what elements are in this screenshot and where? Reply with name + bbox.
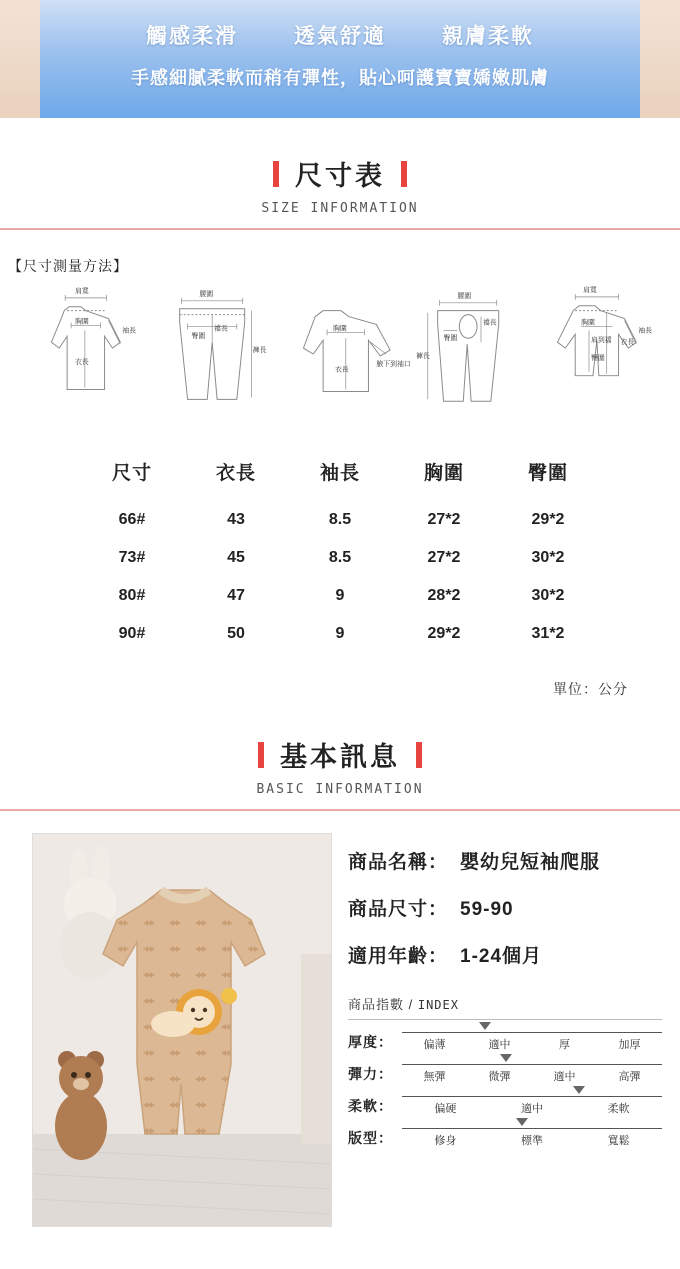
index-axis-line [402, 1064, 662, 1065]
basic-title-zh-wrap [258, 735, 422, 774]
table-row [80, 501, 600, 539]
cell-size-3-4: 31*2 [531, 625, 565, 642]
index-header-en: INDEX [417, 998, 459, 1012]
banner-feature-1: 觸感柔滑 [146, 25, 238, 48]
index-label-thickness: 厚度： [348, 1034, 393, 1050]
basic-title-zh: 基本訊息 [280, 742, 400, 772]
svg-text:襠長: 襠長 [213, 325, 228, 333]
svg-text:腰圍: 腰圍 [199, 290, 213, 298]
index-tick: 微彈 [488, 1071, 511, 1083]
info-value-age-range: 1-24個月 [460, 946, 543, 967]
banner-feature-3: 親膚柔軟 [442, 25, 534, 48]
size-unit-note: 單位：公分 [553, 681, 628, 697]
info-row-age-range [348, 941, 662, 968]
info-value-product-size: 59-90 [460, 899, 514, 920]
title-bar-left-icon [258, 742, 264, 768]
svg-text:胸圍: 胸圍 [75, 318, 89, 326]
index-row-thickness [348, 1032, 662, 1052]
size-table-header-row [80, 448, 600, 501]
svg-text:褲長: 褲長 [415, 352, 430, 360]
index-marker-icon [573, 1086, 585, 1094]
index-tick: 高彈 [618, 1071, 641, 1083]
index-marker-icon [516, 1118, 528, 1126]
index-tick: 加厚 [618, 1039, 641, 1051]
cell-size-0-2: 8.5 [328, 511, 352, 528]
svg-text:肩到襠: 肩到襠 [591, 337, 612, 345]
title-bar-right-icon [401, 161, 407, 187]
index-marker-icon [500, 1054, 512, 1062]
pants-diagram-2 [414, 280, 522, 430]
index-tick: 適中 [488, 1039, 511, 1051]
size-title-zh: 尺寸表 [295, 161, 385, 191]
banner-feature-2: 透氣舒適 [294, 25, 386, 48]
index-tick: 柔軟 [607, 1103, 630, 1115]
title-bar-left-icon [273, 161, 279, 187]
cell-size-2-4: 30*2 [531, 587, 565, 604]
basic-title-en: BASIC INFORMATION [256, 782, 424, 797]
index-tick: 適中 [521, 1103, 543, 1115]
cell-size-3-2: 9 [335, 625, 345, 642]
svg-text:袖長: 袖長 [122, 327, 137, 335]
info-key-age-range: 適用年齡： [348, 946, 449, 967]
cell-size-2-2: 9 [335, 587, 345, 604]
index-ticks-thickness [402, 1036, 662, 1052]
cell-size-1-3: 27*2 [427, 549, 461, 566]
tee-diagram [266, 280, 414, 430]
index-axis-line [402, 1032, 662, 1033]
index-row-softness [348, 1096, 662, 1116]
svg-text:袖長: 袖長 [638, 327, 653, 335]
index-tick: 修身 [434, 1135, 457, 1147]
svg-text:腋下到袖口: 腋下到袖口 [376, 360, 411, 368]
long-sleeve-top-diagram [10, 280, 158, 430]
size-section-divider [0, 228, 680, 230]
info-key-product-size: 商品尺寸： [348, 899, 449, 920]
cell-size-0-0: 66# [118, 511, 146, 528]
cell-size-1-0: 73# [118, 549, 146, 566]
cell-size-2-1: 47 [227, 587, 245, 604]
size-col-header-0: 尺寸 [111, 463, 152, 484]
index-ticks-fit [402, 1132, 662, 1148]
index-marker-icon [479, 1022, 491, 1030]
index-scale-softness [402, 1096, 662, 1116]
svg-text:衣長: 衣長 [620, 339, 635, 347]
page-bottom-spacer [0, 1227, 680, 1251]
index-ticks-softness [402, 1100, 662, 1116]
index-tick: 無彈 [423, 1071, 446, 1083]
svg-text:臀圍: 臀圍 [191, 333, 206, 341]
svg-text:襠長: 襠長 [482, 319, 497, 327]
info-key-product-name: 商品名稱： [348, 852, 449, 873]
cell-size-3-0: 90# [118, 625, 146, 642]
romper-diagram [522, 280, 670, 430]
measurement-diagrams [0, 276, 680, 430]
index-row-elasticity [348, 1064, 662, 1084]
index-axis-line [402, 1128, 662, 1129]
index-ticks-elasticity [402, 1068, 662, 1084]
index-tick: 標準 [521, 1135, 543, 1147]
cell-size-0-1: 43 [227, 511, 245, 528]
table-row [80, 615, 600, 653]
cell-size-0-3: 27*2 [427, 511, 461, 528]
cell-size-0-4: 29*2 [531, 511, 565, 528]
index-tick: 寬鬆 [607, 1135, 630, 1147]
index-tick: 適中 [553, 1071, 576, 1083]
size-section-title [0, 118, 680, 216]
basic-info-content [0, 811, 680, 1227]
index-header-zh: 商品指數 / [348, 997, 414, 1012]
index-label-elasticity: 彈力： [348, 1066, 393, 1082]
size-col-header-1: 衣長 [215, 463, 256, 484]
index-axis-line [402, 1096, 662, 1097]
product-photo-illustration [33, 834, 331, 1226]
banner-subtitle: 手感細膩柔軟而稍有彈性，貼心呵護寶寶嬌嫩肌膚 [131, 68, 549, 88]
svg-text:胸圍: 胸圍 [333, 325, 347, 333]
svg-text:肩寬: 肩寬 [75, 287, 89, 295]
svg-text:衣長: 衣長 [75, 358, 89, 366]
size-title-en: SIZE INFORMATION [261, 201, 419, 216]
cell-size-3-1: 50 [227, 625, 245, 642]
table-row [80, 539, 600, 577]
index-scale-fit [402, 1128, 662, 1148]
cell-size-1-2: 8.5 [328, 549, 352, 566]
svg-text:胸圍: 胸圍 [581, 319, 596, 327]
title-bar-right-icon [416, 742, 422, 768]
size-title-zh-wrap [273, 154, 407, 193]
info-row-product-name [348, 847, 662, 874]
index-tick: 偏薄 [423, 1039, 446, 1051]
index-label-softness: 柔軟： [348, 1098, 393, 1114]
index-tick: 厚 [559, 1039, 570, 1051]
index-scale-elasticity [402, 1064, 662, 1084]
table-row [80, 577, 600, 615]
size-table [80, 448, 600, 653]
svg-text:腰圍: 腰圍 [457, 292, 471, 300]
teddy-bear-illustration [55, 1051, 107, 1160]
index-scale-thickness [402, 1032, 662, 1052]
index-label-fit: 版型： [348, 1130, 393, 1146]
svg-text:衣長: 衣長 [335, 366, 349, 374]
cell-size-2-3: 28*2 [427, 587, 461, 604]
measure-method-label: 【尺寸測量方法】 [8, 258, 128, 274]
svg-text:臀圍: 臀圍 [443, 335, 458, 343]
product-photo [32, 833, 332, 1227]
banner-feature-list [0, 0, 680, 50]
index-row-fit [348, 1128, 662, 1148]
size-col-header-4: 臀圍 [527, 463, 568, 484]
info-row-product-size [348, 894, 662, 921]
cell-size-1-1: 45 [227, 549, 245, 566]
size-col-header-3: 胸圍 [423, 463, 464, 484]
cell-size-3-3: 29*2 [427, 625, 461, 642]
cell-size-2-0: 80# [118, 587, 146, 604]
product-index-header [348, 994, 662, 1020]
top-banner [0, 0, 680, 118]
cell-size-1-4: 30*2 [531, 549, 565, 566]
svg-text:肩寬: 肩寬 [583, 286, 598, 294]
svg-text:臀圍: 臀圍 [591, 354, 605, 362]
index-tick: 偏硬 [434, 1103, 457, 1115]
product-info-column [348, 833, 662, 1227]
svg-text:褲長: 褲長 [252, 347, 267, 355]
basic-section-title [0, 699, 680, 797]
pants-diagram [158, 280, 266, 430]
size-col-header-2: 袖長 [319, 463, 360, 484]
info-value-product-name: 嬰幼兒短袖爬服 [460, 852, 601, 873]
